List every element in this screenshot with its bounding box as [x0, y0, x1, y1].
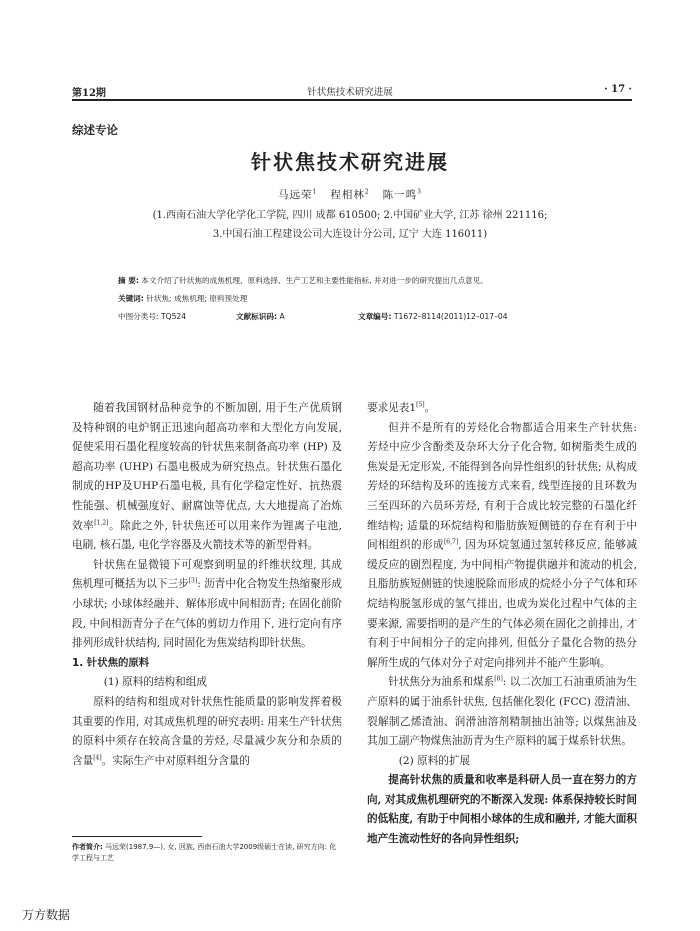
footnote-rule: [72, 836, 202, 837]
keywords-text: 针状焦; 成焦机理; 原料预处理: [146, 294, 248, 303]
clc-number: 中图分类号: TQ524: [118, 312, 187, 321]
affiliation-line-1: (1.西南石油大学化学化工学院, 四川 成都 610500; 2.中国矿业大学, 江苏 徐州 221116;: [152, 210, 548, 221]
abstract-label: 摘 要:: [118, 276, 139, 285]
paragraph: 但并不是所有的芳烃化合物都适合用来生产针状焦: 芳烃中应少含酚类及杂环大分子化合物, 如树脂类生成的焦炭是无定形炭, 不能得到各向异性组织的针状焦; 从构成芳烃的环结构及环的连接方式来看, 线型连接的且环数为三至四环的六员环芳烃, 有利于合成比较完整的石墨化纤维结构; 适量的环烷结构和脂肪族短侧链的存在有利于中间相组织的形成[6,7], 因为环烷氢通过氢转移反应, 能够减缓反应的剧烈程度, 为中间相产物提供融并和流动的机会, 且脂肪族短侧链的快速脱除而形成的烷烃小分子气体和环烷结构脱氢形成的氢气排出, 也成为炭化过程中气体的主要来源, 需要指明的是产生的气体必须在固化之前排出, 才有利于中间相分子的定向排列, 但低分子量化合物的热分解所生成的气体对分子对定向排列并不能产生影响。: [367, 421, 638, 669]
paragraph: 提高针状焦的质量和收率是科研人员一直在努力的方向, 对其成焦机理研究的不断深入发现: 体系保持较长时间的低粘度, 有助于中间相小球体的生成和融并, 才能大面积地产生流动性好的各向异性组织;: [367, 774, 637, 846]
body-right-column: [367, 399, 637, 850]
body-left-column: [72, 399, 342, 771]
keywords-label: 关键词:: [118, 294, 144, 303]
watermark: 万方数据: [22, 908, 71, 922]
article-title: 针状焦技术研究进展: [251, 150, 449, 174]
subsection-heading: (1) 原料的结构和组成: [103, 676, 207, 689]
page-number: · 17 ·: [604, 84, 632, 95]
header-rule: [72, 99, 632, 101]
article-number: 文章编号: T1672–8114(2011)12–017–04: [358, 312, 508, 321]
author-line: 马远荣$^1$ 程相林$^2$ 陈一鸣$^3$: [277, 188, 422, 201]
subsection-heading: (2) 原料的扩展: [398, 754, 471, 767]
running-title: 针状焦技术研究进展: [307, 87, 393, 98]
affiliation-line-2: 3.中国石油工程建设公司大连设计分公司, 辽宁 大连 116011): [212, 229, 488, 240]
footnote-text: 马远荣(1987.9—), 女, 回族, 西南石油大学2009级硕士在读, 研究方向: 化学工程与工艺: [72, 843, 337, 862]
author-name: 陈一鸣: [382, 189, 418, 201]
author-name: 马远荣: [277, 189, 313, 201]
paragraph: 针状焦在显微镜下可观察到明显的纤维状纹理, 其成焦机理可概括为以下三步[3]: 沥青中化合物发生热缩聚形成小球状; 小球体经融并、解体形成中间相沥青; 在固化前阶段, 中间相沥青分子在气体的剪切力作用下, 进行定向有序排列形成针状结构, 同时固化为焦炭结构即针状焦。: [72, 558, 343, 650]
document-code: 文献标识码: A: [236, 312, 285, 321]
abstract: [118, 275, 638, 286]
section-tag: 综述专论: [72, 123, 118, 137]
issue-number: 第12期: [72, 88, 106, 99]
paragraph: 要求见表1[5]。: [367, 401, 436, 414]
keywords: [118, 293, 638, 304]
author-footnote: [72, 842, 342, 864]
footnote-label: 作者简介:: [72, 843, 103, 851]
section-heading: 1. 针状焦的原料: [72, 656, 150, 669]
abstract-text: 本文介绍了针状焦的成焦机理、原料选择、生产工艺和主要性能指标, 并对进一步的研究提出几点意见。: [141, 276, 488, 285]
paragraph: 原料的结构和组成对针状焦性能质量的影响发挥着极其重要的作用, 对其成焦机理的研究表明: 用来生产针状焦的原料中须存在较高含量的芳烃, 尽量减少灰分和杂质的含量[4]。实际生产中对原料组分含量的: [72, 695, 342, 767]
paragraph: 针状焦分为油系和煤系[8]: 以二次加工石油重质油为生产原料的属于油系针状焦, 包括催化裂化 (FCC) 澄清油、裂解制乙烯渣油、润滑油溶剂精制抽出油等; 以煤焦油及其加工副产物煤焦油沥青为生产原料的属于煤系针状焦。: [367, 675, 638, 748]
author-name: 程相林: [330, 189, 365, 201]
paragraph: 随着我国钢材品种竞争的不断加剧, 用于生产优质钢及特种钢的电炉钢正迅速向超高功率和大型化方向发展, 促使采用石墨化程度较高的针状焦来制备高功率 (HP) 及超高功率 (UHP) 石墨电极成为研究热点。针状焦石墨化制成的HP及UHP石墨电极, 具有化学稳定性好、抗热震性能强、机械强度好、耐腐蚀等优点, 大大地提高了冶炼效率[1,2]。除此之外, 针状焦还可以用来作为锂离子电池, 电刷, 核石墨, 电化学容器及火箭技术等的新型骨料。: [72, 402, 343, 552]
